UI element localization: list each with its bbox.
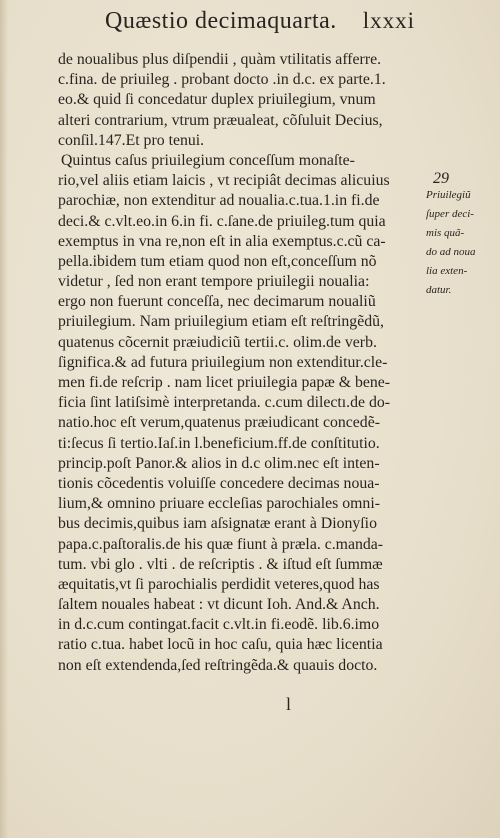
text-line: parochiæ, non extenditur ad noualia.c.tua.1.in fi.de <box>58 192 380 210</box>
text-line: natio.hoc eſt verum,quatenus præiudicant concedẽ- <box>58 414 380 432</box>
text-line: rio,vel aliis etiam laicis , vt recipiât decimas alicuius <box>58 172 390 190</box>
body-text <box>58 50 418 676</box>
margin-note-line: datur. <box>426 284 452 296</box>
text-line: ſignifica.& ad futura priuilegium non extenditur.cle- <box>58 353 388 371</box>
text-line-paragraph-start: Quintus caſus priuilegium conceſſum monaſte- <box>61 151 355 169</box>
text-line: æquitatis,vt ſi parochialis perdidit veteres,quod has <box>58 575 380 593</box>
text-line: pella.ibidem tum etiam quod non eſt,conceſſum nõ <box>58 252 377 270</box>
margin-note-line: mis quã- <box>426 227 465 239</box>
running-head <box>105 8 415 44</box>
text-line: tionis cõcedentis voluiſſe concedere decimas noua- <box>58 474 380 492</box>
margin-note-line: lia exten- <box>426 265 468 277</box>
text-line: priuilegium. Nam priuilegium etiam eſt reſtringẽdũ, <box>58 313 384 331</box>
page-gutter-shadow <box>0 0 8 838</box>
text-line: tum. vbi glo . vlti . de reſcriptis . & iſtud eſt ſummæ <box>58 555 383 573</box>
text-line: lium,& omnino priuare eccleſias parochiales omni- <box>58 495 380 513</box>
text-line: ſaltem nouales habeat : vt dicunt Ioh. And.& Anch. <box>58 596 380 614</box>
text-line: alteri contrarium, vtrum præualeat, cõſuluit Decius, <box>58 111 383 129</box>
margin-note-number: 29 <box>433 170 449 187</box>
text-line: exemptus in vna re,non eſt in alia exemptus.c.cũ ca- <box>58 232 386 250</box>
text-line: ti:ſecus ſi tertio.Iaſ.in l.beneficium.ff.de conſtitutio. <box>58 434 380 452</box>
text-line: videtur , ſed non erant tempore priuilegii noualia: <box>58 273 370 291</box>
margin-note <box>426 186 498 300</box>
text-line: eo.& quid ſi concedatur duplex priuilegium, vnum <box>58 91 376 109</box>
margin-note-line: Priuilegiũ <box>426 189 471 201</box>
folio-number: lxxxi <box>362 8 415 33</box>
signature-mark: l <box>286 694 292 714</box>
text-line: c.fina. de priuileg . probant docto .in d.c. ex parte.1. <box>58 71 386 89</box>
text-line: conſil.147.Et pro tenui. <box>58 131 205 149</box>
margin-note-line: ſuper deci- <box>426 208 474 220</box>
text-line: men fi.de reſcrip . nam licet priuilegia papæ & bene- <box>58 374 391 391</box>
text-line: ratio c.tua. habet locũ in hoc caſu, quia hæc licentia <box>58 636 383 654</box>
text-line: deci.& c.vlt.eo.in 6.in fi. c.ſane.de priuileg.tum quia <box>58 212 386 230</box>
text-line: non eſt extendenda,ſed reſtringẽda.& quauis docto. <box>58 656 378 674</box>
running-head-title: Quæstio decimaquarta. <box>105 8 337 34</box>
text-line: papa.c.paſtoralis.de his quæ fiunt à præla. c.manda- <box>58 535 384 553</box>
text-line: in d.c.cum contingat.facit c.vlt.in fi.eodẽ. lib.6.imo <box>58 616 380 634</box>
text-line: bus decimis,quibus iam aſsignatæ erant à Dionyſio <box>58 515 377 533</box>
text-line: ficia ſint latiſsimè interpretanda. c.cum dilectı.de do- <box>58 394 391 412</box>
text-line: de noualibus plus diſpendii , quàm vtilitatis afferre. <box>58 51 382 68</box>
text-line: ergo non fuerunt conceſſa, nec decimarum noualiũ <box>58 293 376 311</box>
margin-note-line: do ad noua <box>426 246 476 258</box>
text-line: princip.poſt Panor.& alios in d.c olim.nec eſt inten- <box>58 454 380 472</box>
text-line: quatenus cõcernit præiudiciũ tertii.c. olim.de verb. <box>58 333 377 351</box>
